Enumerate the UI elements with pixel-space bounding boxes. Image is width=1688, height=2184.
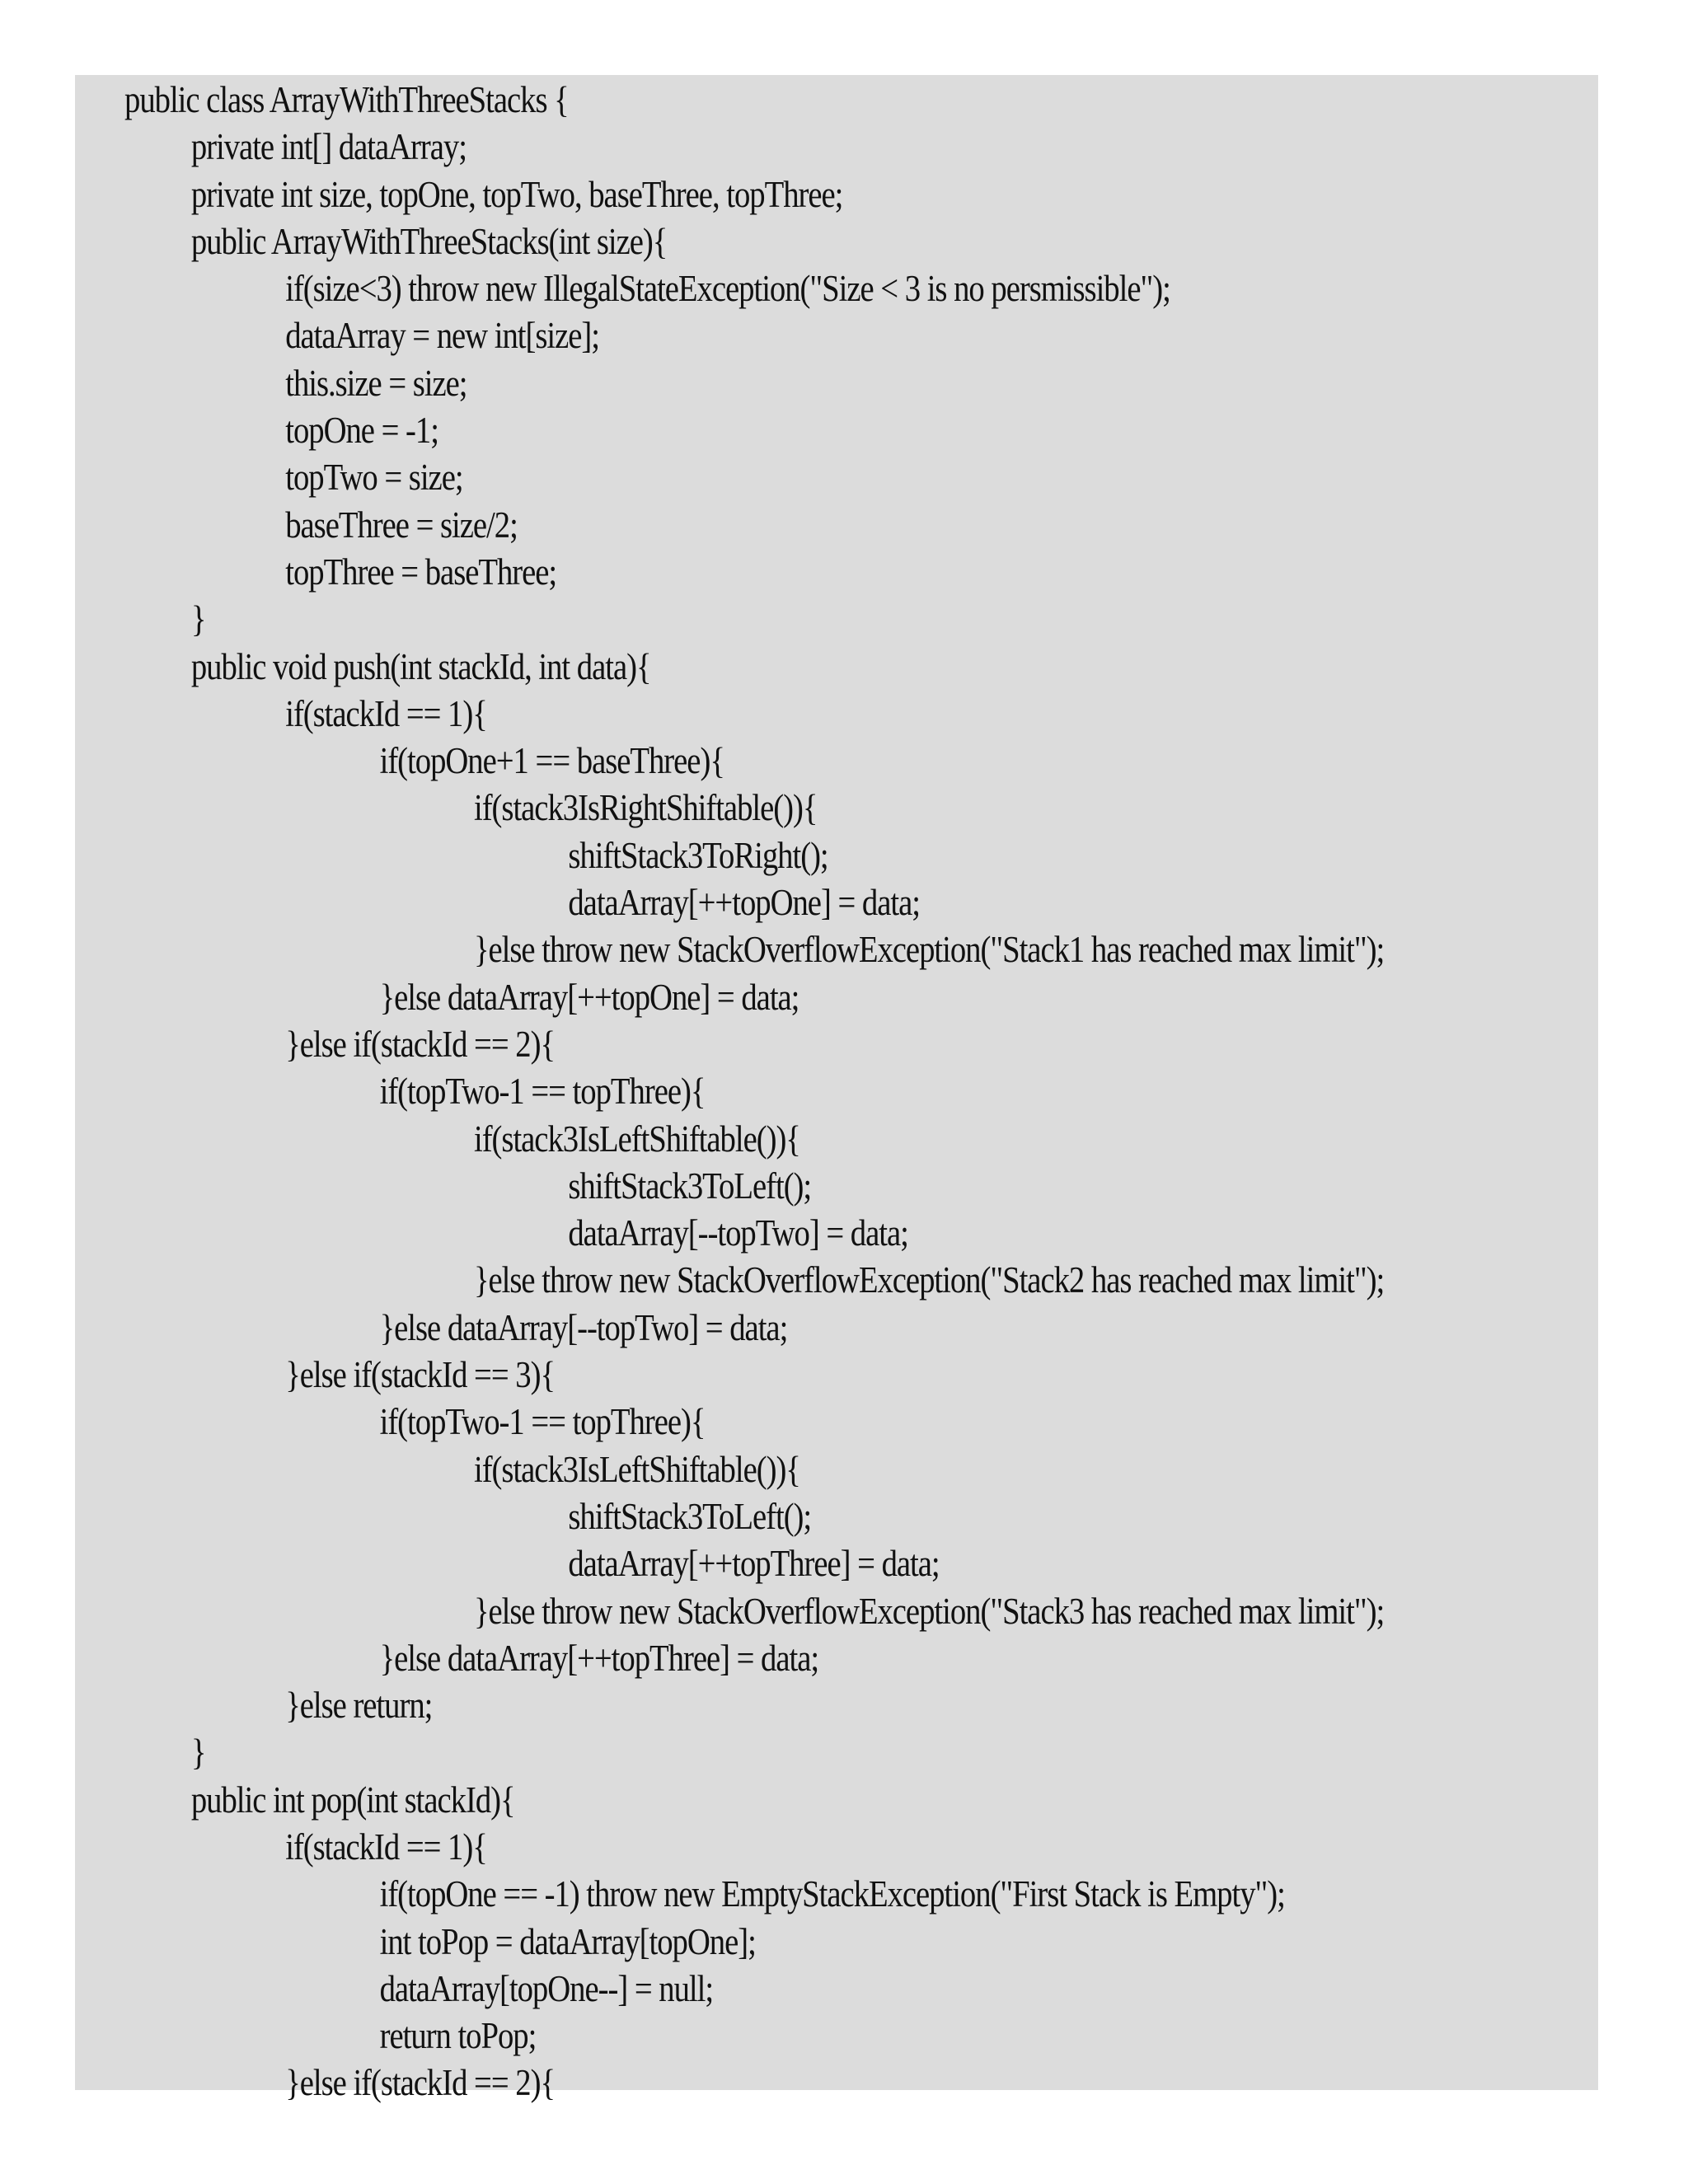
code-line: if(stack3IsLeftShiftable()){ (473, 1448, 800, 1490)
code-line: if(stack3IsRightShiftable()){ (473, 787, 818, 829)
code-line: topTwo = size; (285, 457, 463, 499)
code-line: if(topOne == -1) throw new EmptyStackException("First Stack is Empty"); (379, 1873, 1285, 1915)
code-line: if(stackId == 1){ (285, 1825, 487, 1868)
code-line: dataArray[++topThree] = data; (568, 1543, 940, 1585)
code-line: public int pop(int stackId){ (190, 1779, 515, 1821)
code-line: baseThree = size/2; (285, 504, 518, 546)
code-line: private int[] dataArray; (190, 126, 467, 168)
code-line: shiftStack3ToLeft(); (568, 1495, 812, 1537)
code-line: }else dataArray[--topTwo] = data; (379, 1306, 788, 1348)
code-line: if(stackId == 1){ (285, 692, 487, 734)
code-line: dataArray[topOne--] = null; (379, 1967, 714, 2009)
code-line: }else dataArray[++topThree] = data; (379, 1637, 819, 1679)
code-line: topOne = -1; (285, 410, 438, 452)
code-line: dataArray = new int[size]; (285, 315, 599, 357)
code-line: if(size<3) throw new IllegalStateException("Size < 3 is no persmissible"); (285, 268, 1170, 310)
code-line: private int size, topOne, topTwo, baseThree, topThree; (190, 173, 843, 215)
code-line: topThree = baseThree; (285, 551, 557, 593)
code-lines (124, 77, 1592, 2107)
code-line: shiftStack3ToLeft(); (568, 1165, 812, 1207)
code-line: }else throw new StackOverflowException("Stack1 has reached max limit"); (473, 929, 1385, 971)
code-line: }else if(stackId == 3){ (285, 1354, 556, 1396)
code-line: } (190, 598, 206, 640)
code-line: public ArrayWithThreeStacks(int size){ (190, 220, 668, 262)
code-line: if(stack3IsLeftShiftable()){ (473, 1118, 800, 1160)
code-line: shiftStack3ToRight(); (568, 834, 828, 876)
code-line: public void push(int stackId, int data){ (190, 645, 651, 687)
code-line: } (190, 1732, 206, 1774)
code-line: }else if(stackId == 2){ (285, 1023, 556, 1065)
code-line: }else if(stackId == 2){ (285, 2062, 556, 2104)
code-line: public class ArrayWithThreeStacks { (124, 79, 569, 120)
code-line: }else return; (285, 1685, 433, 1727)
code-line: dataArray[--topTwo] = data; (568, 1212, 908, 1254)
code-listing-panel (75, 75, 1598, 2104)
code-line: if(topTwo-1 == topThree){ (379, 1071, 706, 1113)
code-line: }else dataArray[++topOne] = data; (379, 976, 799, 1018)
code-line: dataArray[++topOne] = data; (568, 882, 920, 924)
code-line: }else throw new StackOverflowException("Stack3 has reached max limit"); (473, 1590, 1385, 1632)
code-line: return toPop; (379, 2015, 537, 2057)
code-line: if(topTwo-1 == topThree){ (379, 1401, 706, 1443)
code-line: if(topOne+1 == baseThree){ (379, 740, 724, 782)
code-line: this.size = size; (285, 362, 467, 404)
code-line: }else throw new StackOverflowException("Stack2 has reached max limit"); (473, 1259, 1385, 1301)
code-line: int toPop = dataArray[topOne]; (379, 1920, 756, 1962)
